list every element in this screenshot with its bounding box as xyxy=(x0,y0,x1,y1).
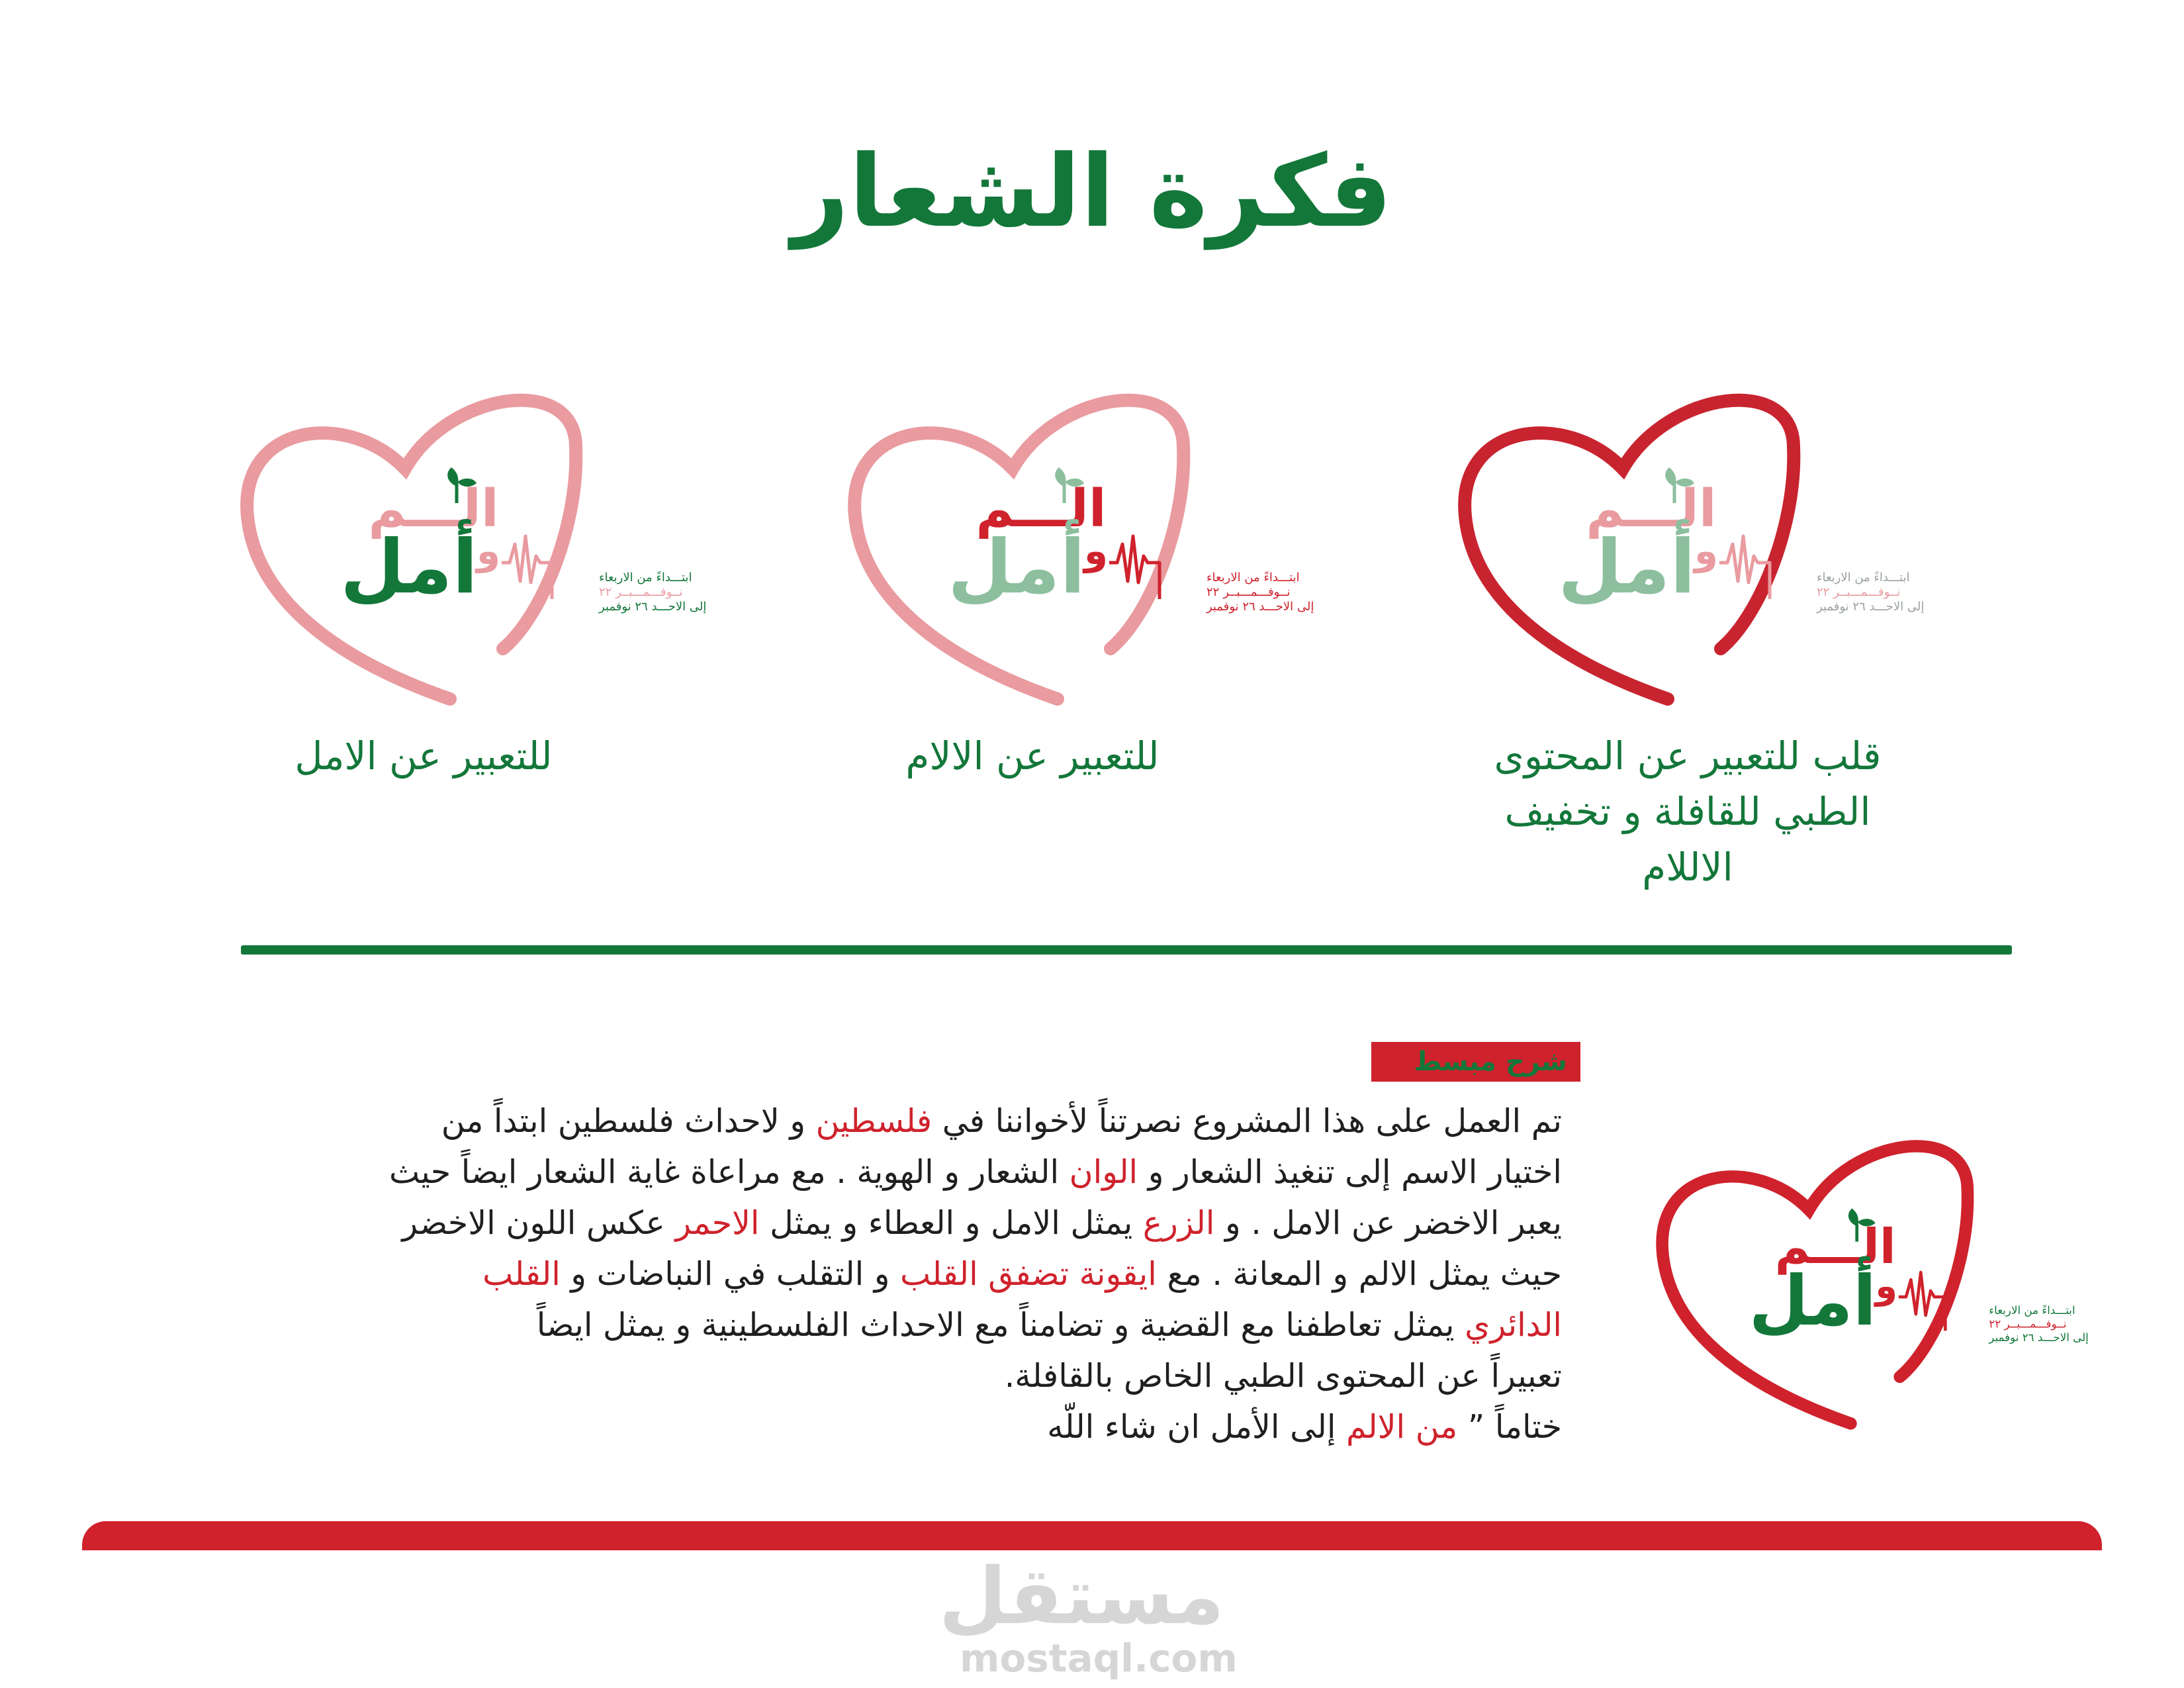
divider-line xyxy=(241,945,2012,955)
logo-date-line2: نــوفـــمـــبــر ٢٢ xyxy=(599,585,683,599)
description-line xyxy=(199,1197,1562,1248)
logo-date-line3: إلى الاحـــد ٢٦ نوفمبر xyxy=(1989,1331,2089,1344)
highlighted-term: الوان xyxy=(1069,1153,1138,1191)
description-segment: تعبيراً عن المحتوى الطبي الخاص بالقافلة. xyxy=(1004,1357,1562,1395)
highlighted-term: الزرع xyxy=(1142,1204,1215,1242)
logo-word-join: و xyxy=(1694,528,1719,573)
description-text xyxy=(199,1096,1562,1452)
heart-logo xyxy=(1449,371,1925,722)
logo-word-join: و xyxy=(476,528,501,573)
logo-word-top: الـــم xyxy=(1774,1219,1896,1276)
logo-word-top: الـــم xyxy=(976,479,1107,539)
description-line xyxy=(199,1350,1562,1401)
description-line xyxy=(199,1147,1562,1197)
logo-word-main: أمل xyxy=(948,524,1085,610)
highlighted-term: من الالم xyxy=(1346,1408,1458,1446)
logo-date-line1: ابتـــداءً من الاربعاء xyxy=(1817,571,1910,585)
description-segment: يمثل الامل و العطاء و يمثل xyxy=(759,1204,1143,1242)
description-line xyxy=(199,1401,1562,1452)
description-line xyxy=(199,1248,1562,1299)
highlighted-term: فلسطين xyxy=(815,1102,933,1140)
description-line xyxy=(199,1096,1562,1147)
description-segment: يمثل تعاطفنا مع القضية و تضامناً مع الاحداث الفلسطينية و يمثل ايضاً xyxy=(536,1306,1465,1344)
final-logo xyxy=(1648,1119,2089,1444)
heart-logo xyxy=(1648,1119,2089,1444)
caption-line: للتعبير عن الامل xyxy=(295,733,553,778)
caption-hope xyxy=(232,728,615,784)
highlighted-term: الاحمر xyxy=(675,1204,760,1242)
description-segment: و لاحداث فلسطين ابتداً من xyxy=(441,1102,816,1140)
logo-word-main: أمل xyxy=(1558,524,1696,610)
logo-word-main: أمل xyxy=(340,524,478,610)
logo-word-top: الـــم xyxy=(368,479,499,539)
caption-line: الاللام xyxy=(1642,845,1733,890)
logo-date-line1: ابتـــداءً من الاربعاء xyxy=(1206,571,1300,585)
description-segment: و التقلب في النباضات و xyxy=(560,1255,901,1293)
logo-word-join: و xyxy=(1083,528,1109,573)
description-segment: يعبر الاخضر عن الامل . و xyxy=(1214,1204,1562,1242)
description-line xyxy=(199,1299,1562,1350)
logo-word-main: أمل xyxy=(1749,1260,1877,1341)
description-segment: تم العمل على هذا المشروع نصرتناً لأخواننا في xyxy=(932,1102,1562,1140)
description-segment: ختاماً ” xyxy=(1457,1408,1562,1446)
logo-word-join: و xyxy=(1875,1265,1897,1307)
heart-logo xyxy=(232,371,707,722)
caption-line: للتعبير عن الالام xyxy=(905,733,1160,778)
logo-date-line3: إلى الاحـــد ٢٦ نوفمبر xyxy=(1206,600,1314,614)
logo-date-line2: نــوفـــمـــبــر ٢٢ xyxy=(1817,585,1901,599)
description-segment: عكس اللون الاخضر xyxy=(402,1204,676,1242)
description-segment: حيث يمثل الالم و المعانة . مع xyxy=(1156,1255,1562,1293)
watermark-domain: mostaql.com xyxy=(960,1635,1238,1681)
watermark xyxy=(938,1550,1238,1681)
caption-pain xyxy=(841,728,1224,784)
highlighted-term: الدائري xyxy=(1465,1306,1562,1344)
caption-heart xyxy=(1416,728,1959,895)
heart-logo xyxy=(839,371,1314,722)
footer-bar xyxy=(82,1521,2102,1550)
caption-line: الطبي للقافلة و تخفيف xyxy=(1504,789,1871,835)
logo-date-line1: ابتـــداءً من الاربعاء xyxy=(1989,1303,2075,1317)
logo-word-top: الـــم xyxy=(1586,479,1717,539)
logo-variant-pain xyxy=(839,371,1314,722)
logo-date-line2: نــوفـــمـــبــر ٢٢ xyxy=(1989,1317,2067,1331)
caption-line: قلب للتعبير عن المحتوى xyxy=(1494,733,1882,778)
highlighted-term: القلب xyxy=(482,1255,561,1293)
logo-variant-heart-red xyxy=(1449,371,1925,722)
logo-date-line1: ابتـــداءً من الاربعاء xyxy=(599,571,692,585)
highlighted-term: ايقونة تضفق القلب xyxy=(900,1255,1157,1293)
logo-date-line3: إلى الاحـــد ٢٦ نوفمبر xyxy=(599,600,707,614)
watermark-arabic: مستقل xyxy=(938,1550,1224,1642)
page-title: فكرة الشعار xyxy=(792,134,1392,250)
logo-date-line3: إلى الاحـــد ٢٦ نوفمبر xyxy=(1817,600,1925,614)
description-segment: اختيار الاسم إلى تنغيذ الشعار و xyxy=(1138,1153,1562,1191)
section-label: شرح مبسط xyxy=(1371,1042,1580,1082)
description-segment: إلى الأمل ان شاء اللّه xyxy=(1047,1408,1347,1446)
logo-variant-hope xyxy=(232,371,707,722)
description-segment: الشعار و الهوية . مع مراعاة غاية الشعار ايضاً حيث xyxy=(388,1153,1069,1191)
logo-date-line2: نــوفـــمـــبــر ٢٢ xyxy=(1206,585,1291,599)
